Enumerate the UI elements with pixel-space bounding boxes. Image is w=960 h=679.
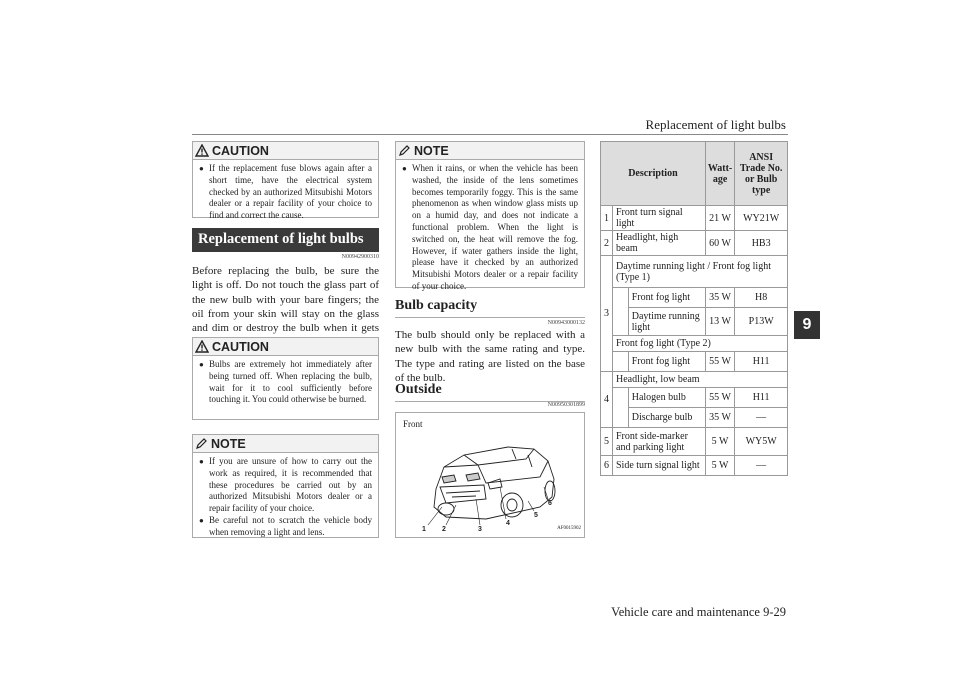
outside-heading: Outside <box>395 382 585 402</box>
row-description: Front fog light <box>628 288 705 308</box>
note-label: NOTE <box>414 143 449 158</box>
col-header-wattage: Watt-age <box>705 142 734 206</box>
pencil-icon <box>195 437 208 450</box>
vehicle-front-figure <box>395 412 585 538</box>
bulb-capacity-table <box>600 141 788 476</box>
table-row <box>601 336 788 352</box>
header-rule <box>192 134 788 135</box>
row-description: Front turn signal light <box>613 206 706 231</box>
row-number: 4 <box>601 372 613 428</box>
row-bulb-type: WY5W <box>735 428 788 456</box>
warning-triangle-icon <box>195 340 209 353</box>
callout-5: 5 <box>534 512 538 519</box>
bulb-capacity-heading: Bulb capacity <box>395 298 585 318</box>
bullet-dot-icon: ● <box>199 457 204 466</box>
table-row <box>601 388 788 408</box>
col-header-ansi: ANSI Trade No. or Bulb type <box>735 142 788 206</box>
row-description: Front fog light <box>628 352 705 372</box>
bulb-capacity-text: The bulb should only be replaced with a new bulb with the same rating and type. The type and rating are listed on the base of the bulb. <box>395 329 585 384</box>
table-row <box>601 428 788 456</box>
table-row <box>601 372 788 388</box>
col-header-description: Description <box>601 142 706 206</box>
row-bulb-type: H8 <box>735 288 788 308</box>
row-wattage: 5 W <box>705 456 734 476</box>
row-wattage: 55 W <box>705 388 734 408</box>
chapter-tab[interactable]: 9 <box>794 311 820 339</box>
note-header <box>193 435 378 453</box>
row-description: Front side-marker and parking light <box>613 428 706 456</box>
note-label: NOTE <box>211 436 246 451</box>
caution-label: CAUTION <box>212 339 269 354</box>
indent-cell <box>613 408 629 428</box>
row-description: Halogen bulb <box>628 388 705 408</box>
outside-code: N00950301899 <box>547 402 585 408</box>
note-body <box>193 453 378 542</box>
caution-label: CAUTION <box>212 143 269 158</box>
row-bulb-type: WY21W <box>735 206 788 231</box>
row-wattage: 55 W <box>705 352 734 372</box>
callout-4: 4 <box>506 520 510 527</box>
bullet-dot-icon: ● <box>199 164 204 173</box>
row-bulb-type: H11 <box>735 352 788 372</box>
row-number: 2 <box>601 231 613 256</box>
table-row <box>601 352 788 372</box>
row-description: Discharge bulb <box>628 408 705 428</box>
row-wattage: 13 W <box>705 308 734 336</box>
row-number: 3 <box>601 256 613 372</box>
table-row <box>601 206 788 231</box>
bullet-item <box>199 515 372 539</box>
caution-body <box>193 160 378 225</box>
warning-triangle-icon <box>195 144 209 157</box>
bullet-item <box>199 163 372 222</box>
row-bulb-type: P13W <box>735 308 788 336</box>
row-group-label: Daytime running light / Front fog light (Type 1) <box>613 256 788 288</box>
row-number: 5 <box>601 428 613 456</box>
page-header-title: Replacement of light bulbs <box>645 117 786 132</box>
bullet-text: Bulbs are extremely hot immediately after being turned off. When replacing the bulb, wait for it to cool sufficiently before touching it. You could otherwise be burned. <box>209 359 372 405</box>
figure-code: AF0015902 <box>557 526 581 531</box>
figure-label: Front <box>403 419 423 429</box>
row-wattage: 35 W <box>705 408 734 428</box>
indent-cell <box>613 308 629 336</box>
row-group-label: Headlight, low beam <box>613 372 788 388</box>
row-wattage: 35 W <box>705 288 734 308</box>
row-number: 6 <box>601 456 613 476</box>
pencil-icon <box>398 144 411 157</box>
row-bulb-type: H11 <box>735 388 788 408</box>
caution-box-hot-bulb <box>192 337 379 420</box>
vehicle-illustration-icon <box>416 427 566 531</box>
replacement-paragraph: Before replacing the bulb, be sure the light is off. Do not touch the glass part of the new bulb with your bare fingers; the oil from your skin will stay on the glass and dim or destroy the bulb when it gets <box>192 265 379 335</box>
table-row <box>601 456 788 476</box>
bullet-dot-icon: ● <box>199 515 204 525</box>
note-box-left <box>192 434 379 538</box>
table-row <box>601 308 788 336</box>
bullet-dot-icon: ● <box>402 164 407 173</box>
note-body <box>396 160 584 296</box>
row-description: Headlight, high beam <box>613 231 706 256</box>
row-bulb-type: — <box>735 408 788 428</box>
table-row <box>601 288 788 308</box>
row-wattage: 5 W <box>705 428 734 456</box>
table-header-row <box>601 142 788 206</box>
row-description: Side turn signal light <box>613 456 706 476</box>
section-code: N00942900310 <box>341 254 379 260</box>
bulb-capacity-code: N00943000132 <box>547 320 585 326</box>
indent-cell <box>613 352 629 372</box>
bullet-text: If the replacement fuse blows again after a short time, have the electrical system checked by an authorized Mitsubishi Motors dealer or a repair facility of your choice to find and correct the cause. <box>209 163 372 221</box>
bullet-item <box>199 359 372 406</box>
table-row <box>601 256 788 288</box>
bullet-text: If you are unsure of how to carry out the work as required, it is recommended that these procedures be carried out by an authorized Mitsubishi Motors dealer or a repair facility of your choice. <box>209 456 372 514</box>
row-wattage: 60 W <box>705 231 734 256</box>
bullet-text: When it rains, or when the vehicle has been washed, the inside of the lens sometimes becomes temporarily foggy. This is the same phenomenon as when window glass mists up on a humid day, and does not indicate a functional problem. When the light is switched on, the heat will remove the fog. However, if water gathers inside the light, please have it checked by an authorized Mitsubishi Motors dealer or a repair facility of your choice. <box>412 163 578 291</box>
bullet-item <box>402 163 578 293</box>
row-wattage: 21 W <box>705 206 734 231</box>
caution-body <box>193 356 378 409</box>
section-title-replacement: Replacement of light bulbs <box>192 228 379 252</box>
indent-cell <box>613 288 629 308</box>
table-row <box>601 231 788 256</box>
row-bulb-type: — <box>735 456 788 476</box>
note-box-fog <box>395 141 585 291</box>
caution-box-fuse <box>192 141 379 221</box>
callout-6: 6 <box>548 500 552 507</box>
callout-1: 1 <box>422 526 426 531</box>
indent-cell <box>613 388 629 408</box>
bullet-dot-icon: ● <box>199 360 204 369</box>
caution-header <box>193 142 378 160</box>
table-row <box>601 408 788 428</box>
row-bulb-type: HB3 <box>735 231 788 256</box>
callout-2: 2 <box>442 526 446 531</box>
caution-header <box>193 338 378 356</box>
callout-3: 3 <box>478 526 482 531</box>
note-header <box>396 142 584 160</box>
bullet-item <box>199 456 372 515</box>
page-footer: Vehicle care and maintenance 9-29 <box>611 605 786 619</box>
row-group-label: Front fog light (Type 2) <box>613 336 788 352</box>
row-description: Daytime running light <box>628 308 705 336</box>
row-number: 1 <box>601 206 613 231</box>
bullet-text: Be careful not to scratch the vehicle body when removing a light and lens. <box>209 514 372 537</box>
